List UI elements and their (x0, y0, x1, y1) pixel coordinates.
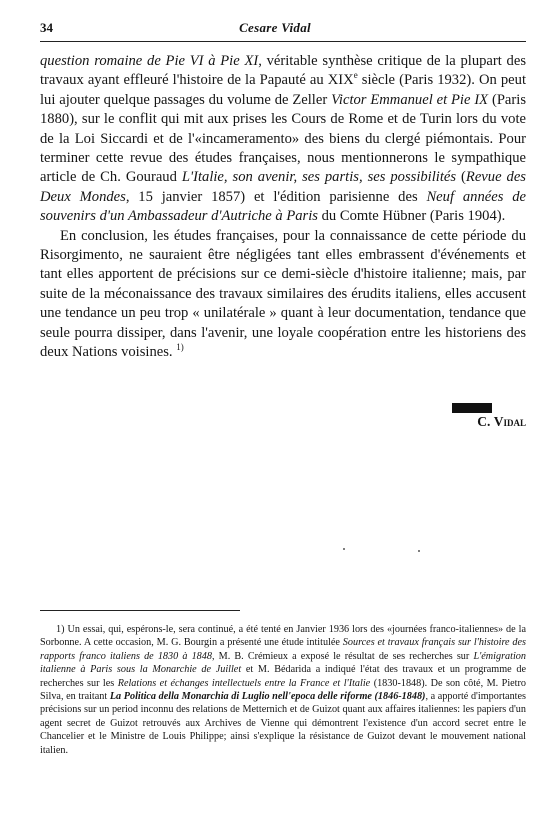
italic-title-relations-et-echanges: Relations et échanges intellectuels entre la France et l'Italie (117, 677, 371, 689)
signature-initial: C. (477, 414, 494, 429)
text-span: (Paris 1880), sur le conflit qui mit aux prises les Cours de Rome et de Turin lors du vote de la Loi Siccardi et de l'«incameramento» des biens du clergé piémontais. Pour terminer cette revue des études françaises, nous mentionnerons le sympathique article de Ch. Gouraud (40, 91, 527, 186)
text-span: , véritable synthèse critique de la plupart des travaux ayant effleuré l'histoire de la Papauté au XIX (40, 53, 526, 89)
signature-bar (452, 403, 492, 413)
italic-title-revue-des-deux-mondes: Revue des Deux Mondes (40, 169, 526, 205)
body-text (40, 52, 526, 363)
running-title: Cesare Vidal (239, 20, 311, 35)
superscript-e: e (353, 70, 358, 81)
footnote-reference: 1) (176, 342, 184, 353)
stray-mark (343, 548, 345, 550)
page-number: 34 (40, 20, 53, 35)
text-span: En conclusion, les études françaises, pour la connaissance de cette période du Risorgimento, ne sauraient être négligées tant elles embrassent d'événements et tant elles apportent de précisions sur ce demi-siècle d'histoire italienne; mais, par suite de la méconaissance des travaux similaires des érudits italiens, elles accusent une tendance un peu trop « unilatérale » quant à leur documentation, tendance que seule pourra dissiper, dans l'avenir, une loyale coopération entre les historiens des deux Nations voisines. (40, 227, 526, 361)
text-span: siècle (Paris 1932). On peut lui ajouter quelque passages du volume de Zeller (40, 72, 527, 108)
text-span: , 15 janvier 1857) et l'édition parisienne des (125, 188, 427, 205)
signature-name: Vidal (493, 414, 526, 429)
italic-title-question-romaine: question romaine de Pie VI à Pie XI (40, 53, 259, 69)
paragraph-2 (40, 227, 526, 363)
italic-title-la-politica: La Politica della Monarchia di Luglio nell'epoca delle riforme (1846-1848) (109, 691, 426, 703)
text-span: , a apporté d'importantes précisions sur un period inconnu des relations de Metternich et de Guizot quant aux affaires italiennes: les papiers d'un agent secret de Guizot retrouvés aux Archives de Vienne qui démontrent l'existence d'un accord secret entre le Chancelier et le Ministre de Louis Philippe; ainsi s'explique la résistance de Guizot devant le mouvement national italien. (40, 691, 526, 756)
text-span: du Comte Hübner (Paris 1904). (317, 208, 506, 225)
text-span: , M. B. Crémieux a exposé le résultat de ses recherches sur (211, 650, 474, 662)
text-span: ( (456, 169, 466, 186)
stray-mark (418, 550, 420, 552)
italic-title-l-italie: L'Italie, son avenir, ses partis, ses possibilités (181, 169, 457, 186)
header-rule (40, 41, 526, 42)
author-signature (400, 414, 526, 430)
footnote-paragraph (40, 623, 526, 757)
text-span: 1) Un essai, qui, espérons-le, sera continué, a été tenté en Janvier 1936 lors des «journées franco-italiennes» de la Sorbonne. A cette occasion, M. G. Bourgin a présenté une étude intitulée (40, 624, 526, 649)
italic-title-sources-et-travaux: Sources et travaux français sur l'histoire des rapports franco italiens de 1830 à 1848 (40, 637, 527, 662)
italic-title-victor-emmanuel: Victor Emmanuel et Pie IX (331, 91, 489, 108)
text-span: (1830-1848). De son côté, M. Pietro Silva, en traitant (40, 677, 526, 703)
paragraph-1 (40, 52, 526, 227)
footnote (40, 623, 526, 757)
text-span: et M. Bédarida a indiqué l'état des travaux et un programme de recherches sur les (40, 664, 526, 689)
running-header (40, 20, 510, 38)
italic-title-emigration-italienne: L'émigration italienne à Paris sous la Monarchie de Juillet (40, 650, 526, 676)
footnote-rule (40, 610, 240, 611)
italic-title-neuf-annees: Neuf années de souvenirs d'un Ambassadeur d'Autriche à Paris (40, 188, 526, 225)
